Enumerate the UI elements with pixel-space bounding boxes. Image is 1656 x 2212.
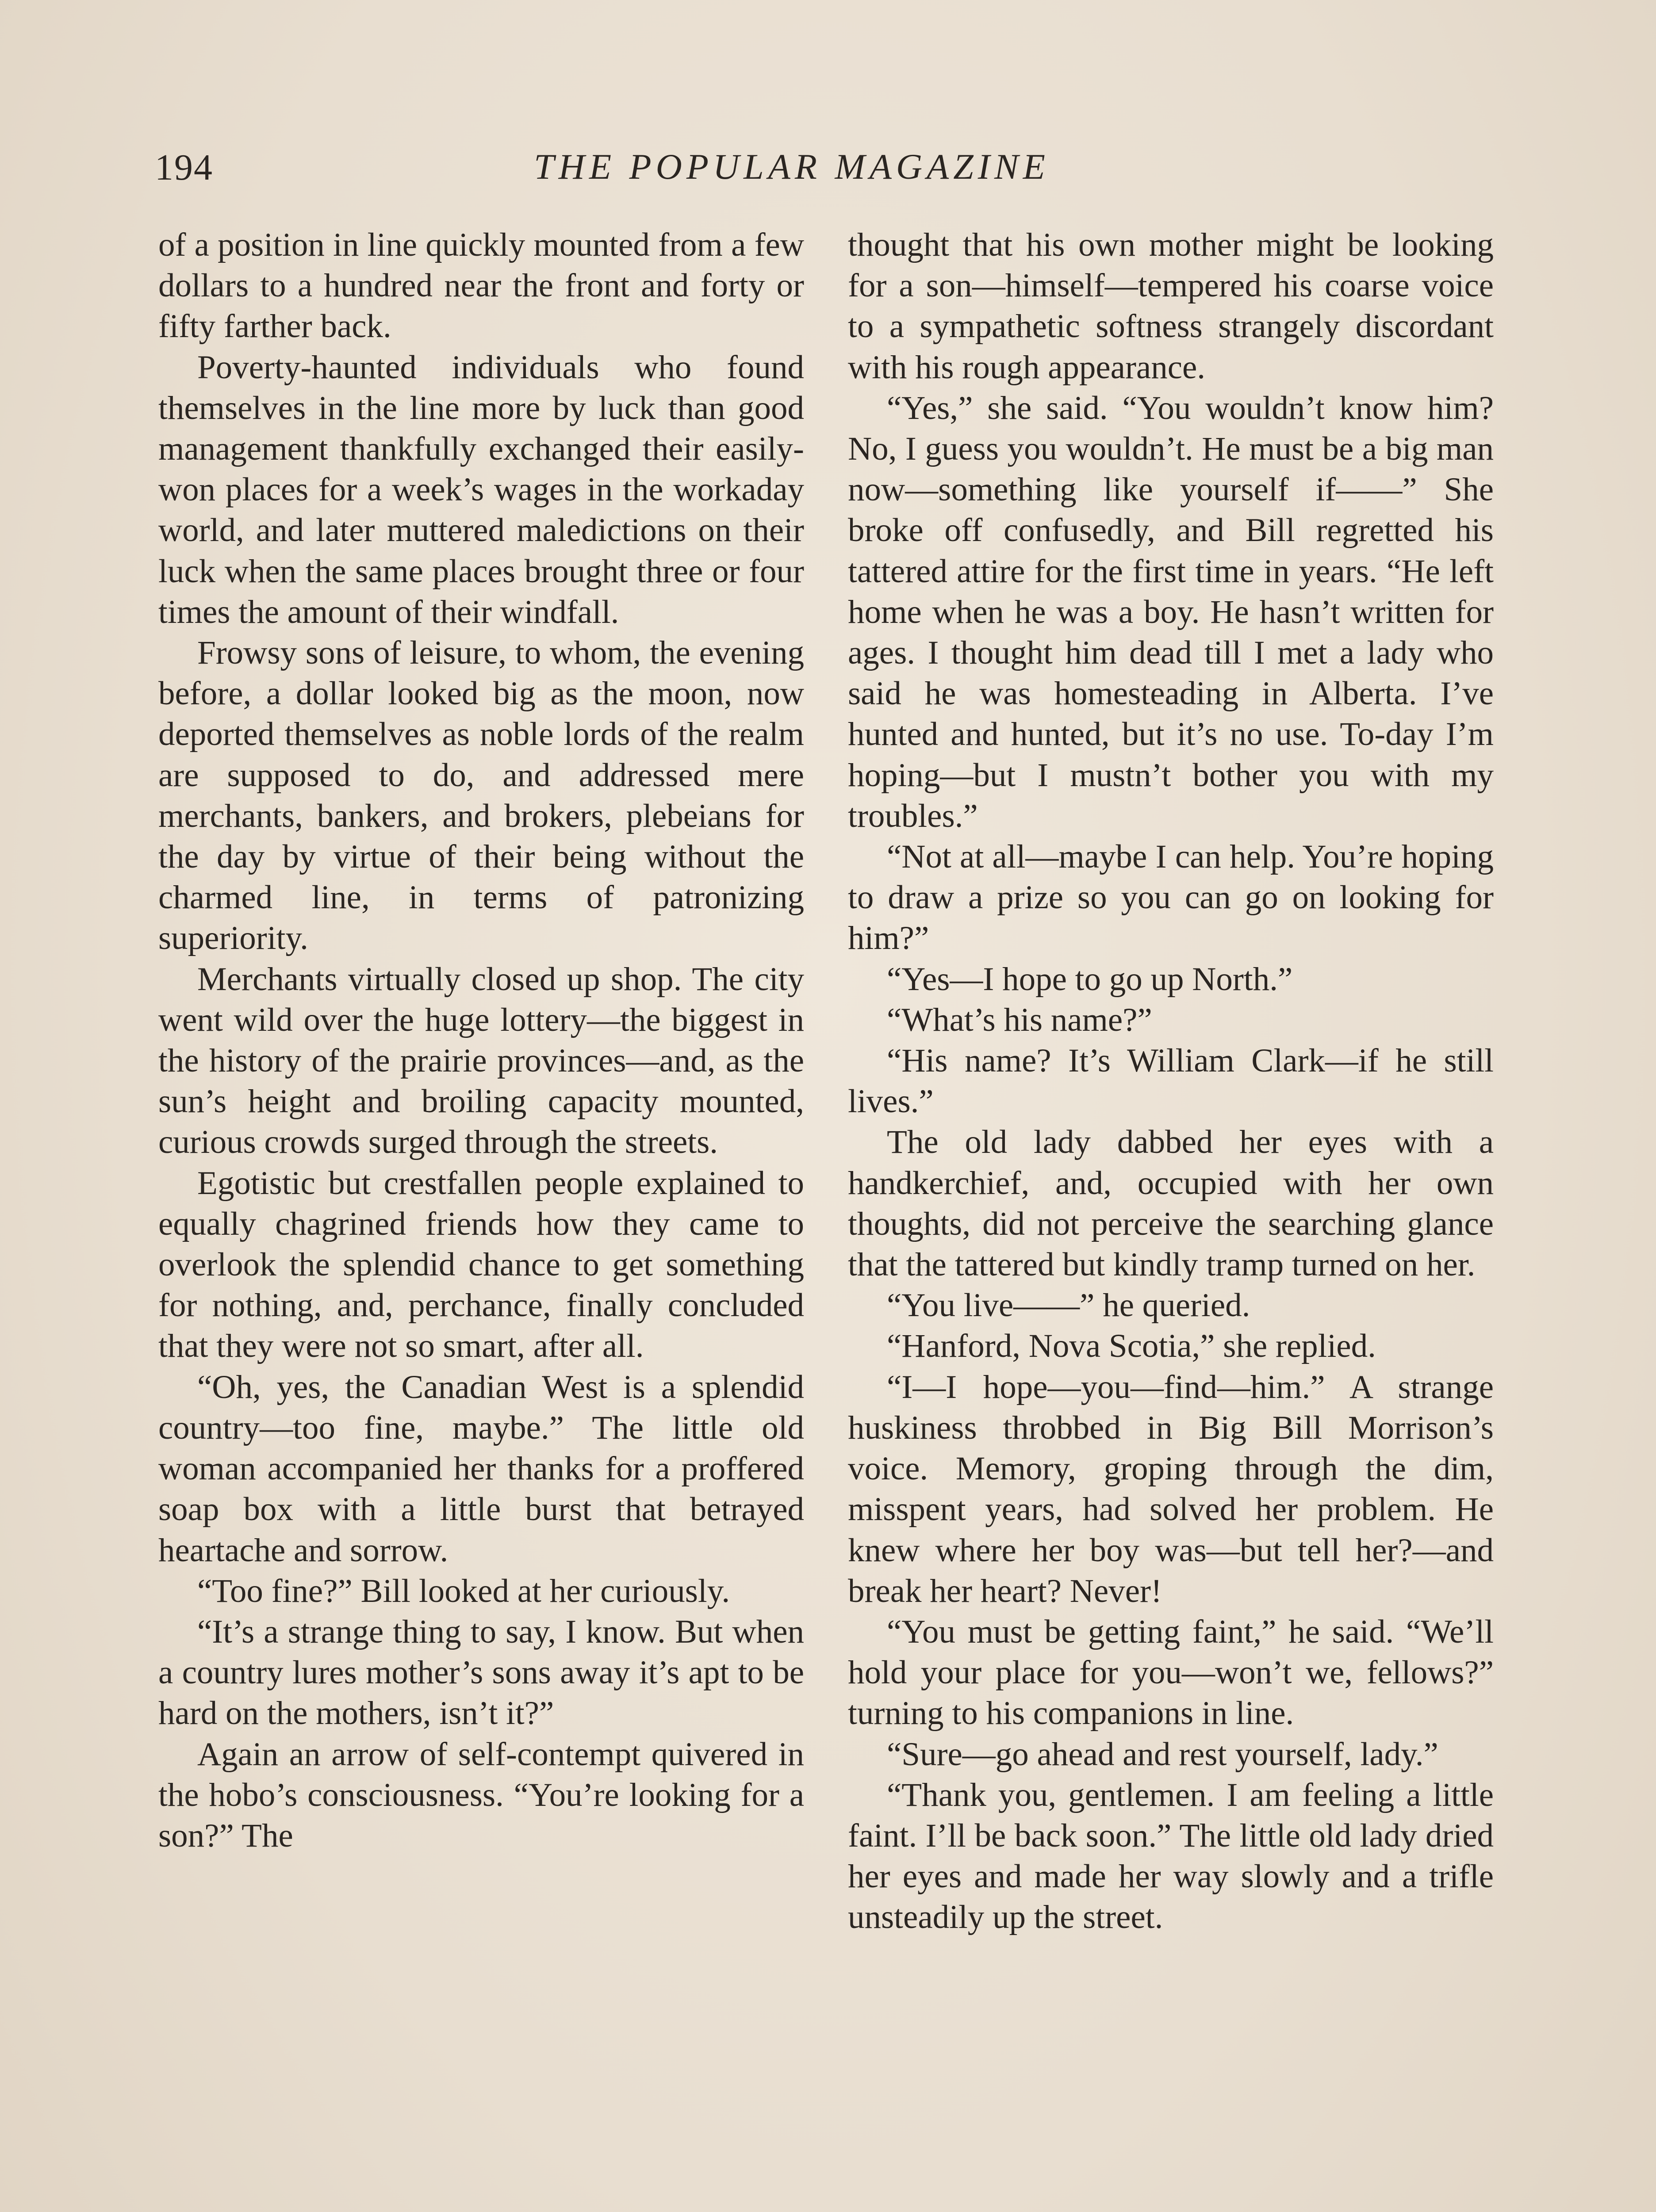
paragraph: “You live——” he queried. [887, 1287, 1250, 1324]
paragraph: “Yes,” she said. “You wouldn’t know him? No, I guess you wouldn’t. He must be a big man now—something like yourself if——” She broke off confusedly, and Bill regretted his tattered attire for the first time in years. “He left home when he was a boy. He hasn’t written for ages. I thought him dead till I met a lady who said he was homesteading in Alberta. I’ve hunted and hunted, but it’s no use. To-day I’m hoping—but I mustn’t bother you with my troubles.” [848, 389, 1494, 834]
paragraph: “Not at all—maybe I can help. You’re hoping to draw a prize so you can go on looking for him?” [848, 838, 1494, 957]
paragraph: “Too fine?” Bill looked at her curiously. [197, 1572, 730, 1609]
paragraph: “Thank you, gentlemen. I am feeling a little faint. I’ll be back soon.” The little old lady dried her eyes and made her way slowly and a trifle unsteadily up the street. [848, 1776, 1494, 1936]
paragraph: Merchants virtually closed up shop. The city went wild over the huge lottery—the biggest in the history of the prairie provinces—and, as the sun’s height and broiling capacity mounted, curious crowds surged through the streets. [158, 960, 804, 1161]
paragraph: “What’s his name?” [887, 1001, 1152, 1038]
page-header [155, 146, 1499, 204]
paragraph: thought that his own mother might be looking for a son—himself—tempered his coarse voice to a sympathetic softness strangely discordant with his rough appearance. [848, 227, 1494, 386]
page-number: 194 [155, 147, 213, 188]
paragraph: “Oh, yes, the Canadian West is a splendid country—too fine, maybe.” The little old woman accompanied her thanks for a proffered soap box with a little burst that betrayed heartache and sorrow. [158, 1368, 804, 1569]
paragraph: Egotistic but crestfallen people explained to equally chagrined friends how they came to overlook the splendid chance to get something for nothing, and, perchance, finally concluded that they were not so smart, after all. [158, 1164, 804, 1365]
paragraph: “Sure—go ahead and rest yourself, lady.” [887, 1736, 1438, 1773]
paragraph: “His name? It’s William Clark—if he still lives.” [848, 1042, 1494, 1120]
paragraph: Poverty-haunted individuals who found themselves in the line more by luck than good management thankfully exchanged their easily-won places for a week’s wages in the workaday world, and later muttered maledictions on their luck when the same places brought three or four times the amount of their windfall. [158, 349, 804, 630]
paragraph: “I—I hope—you—find—him.” A strange huskiness throbbed in Big Bill Morrison’s voice. Memory, groping through the dim, misspent years, had solved her problem. He knew where her boy was—but tell her?—and break her heart? Never! [848, 1368, 1494, 1609]
running-title: THE POPULAR MAGAZINE [534, 146, 1050, 187]
left-column [158, 225, 804, 1856]
paragraph: Frowsy sons of leisure, to whom, the evening before, a dollar looked big as the moon, now deported themselves as noble lords of the realm are supposed to do, and addressed mere merchants, bankers, and brokers, plebeians for the day by virtue of their being without the charmed line, in terms of patronizing superiority. [158, 634, 804, 957]
paragraph: of a position in line quickly mounted from a few dollars to a hundred near the front and forty or fifty farther back. [158, 227, 804, 345]
paragraph: “Yes—I hope to go up North.” [887, 960, 1293, 998]
paragraph: “Hanford, Nova Scotia,” she replied. [887, 1328, 1376, 1365]
paragraph: The old lady dabbed her eyes with a handkerchief, and, occupied with her own thoughts, did not perceive the searching glance that the tattered but kindly tramp turned on her. [848, 1124, 1494, 1283]
paragraph: “It’s a strange thing to say, I know. But when a country lures mother’s sons away it’s apt to be hard on the mothers, isn’t it?” [158, 1613, 804, 1732]
right-column [848, 225, 1494, 1938]
paragraph: “You must be getting faint,” he said. “We’ll hold your place for you—won’t we, fellows?” turning to his companions in line. [848, 1613, 1494, 1732]
paragraph: Again an arrow of self-contempt quivered in the hobo’s consciousness. “You’re looking for a son?” The [158, 1736, 804, 1854]
